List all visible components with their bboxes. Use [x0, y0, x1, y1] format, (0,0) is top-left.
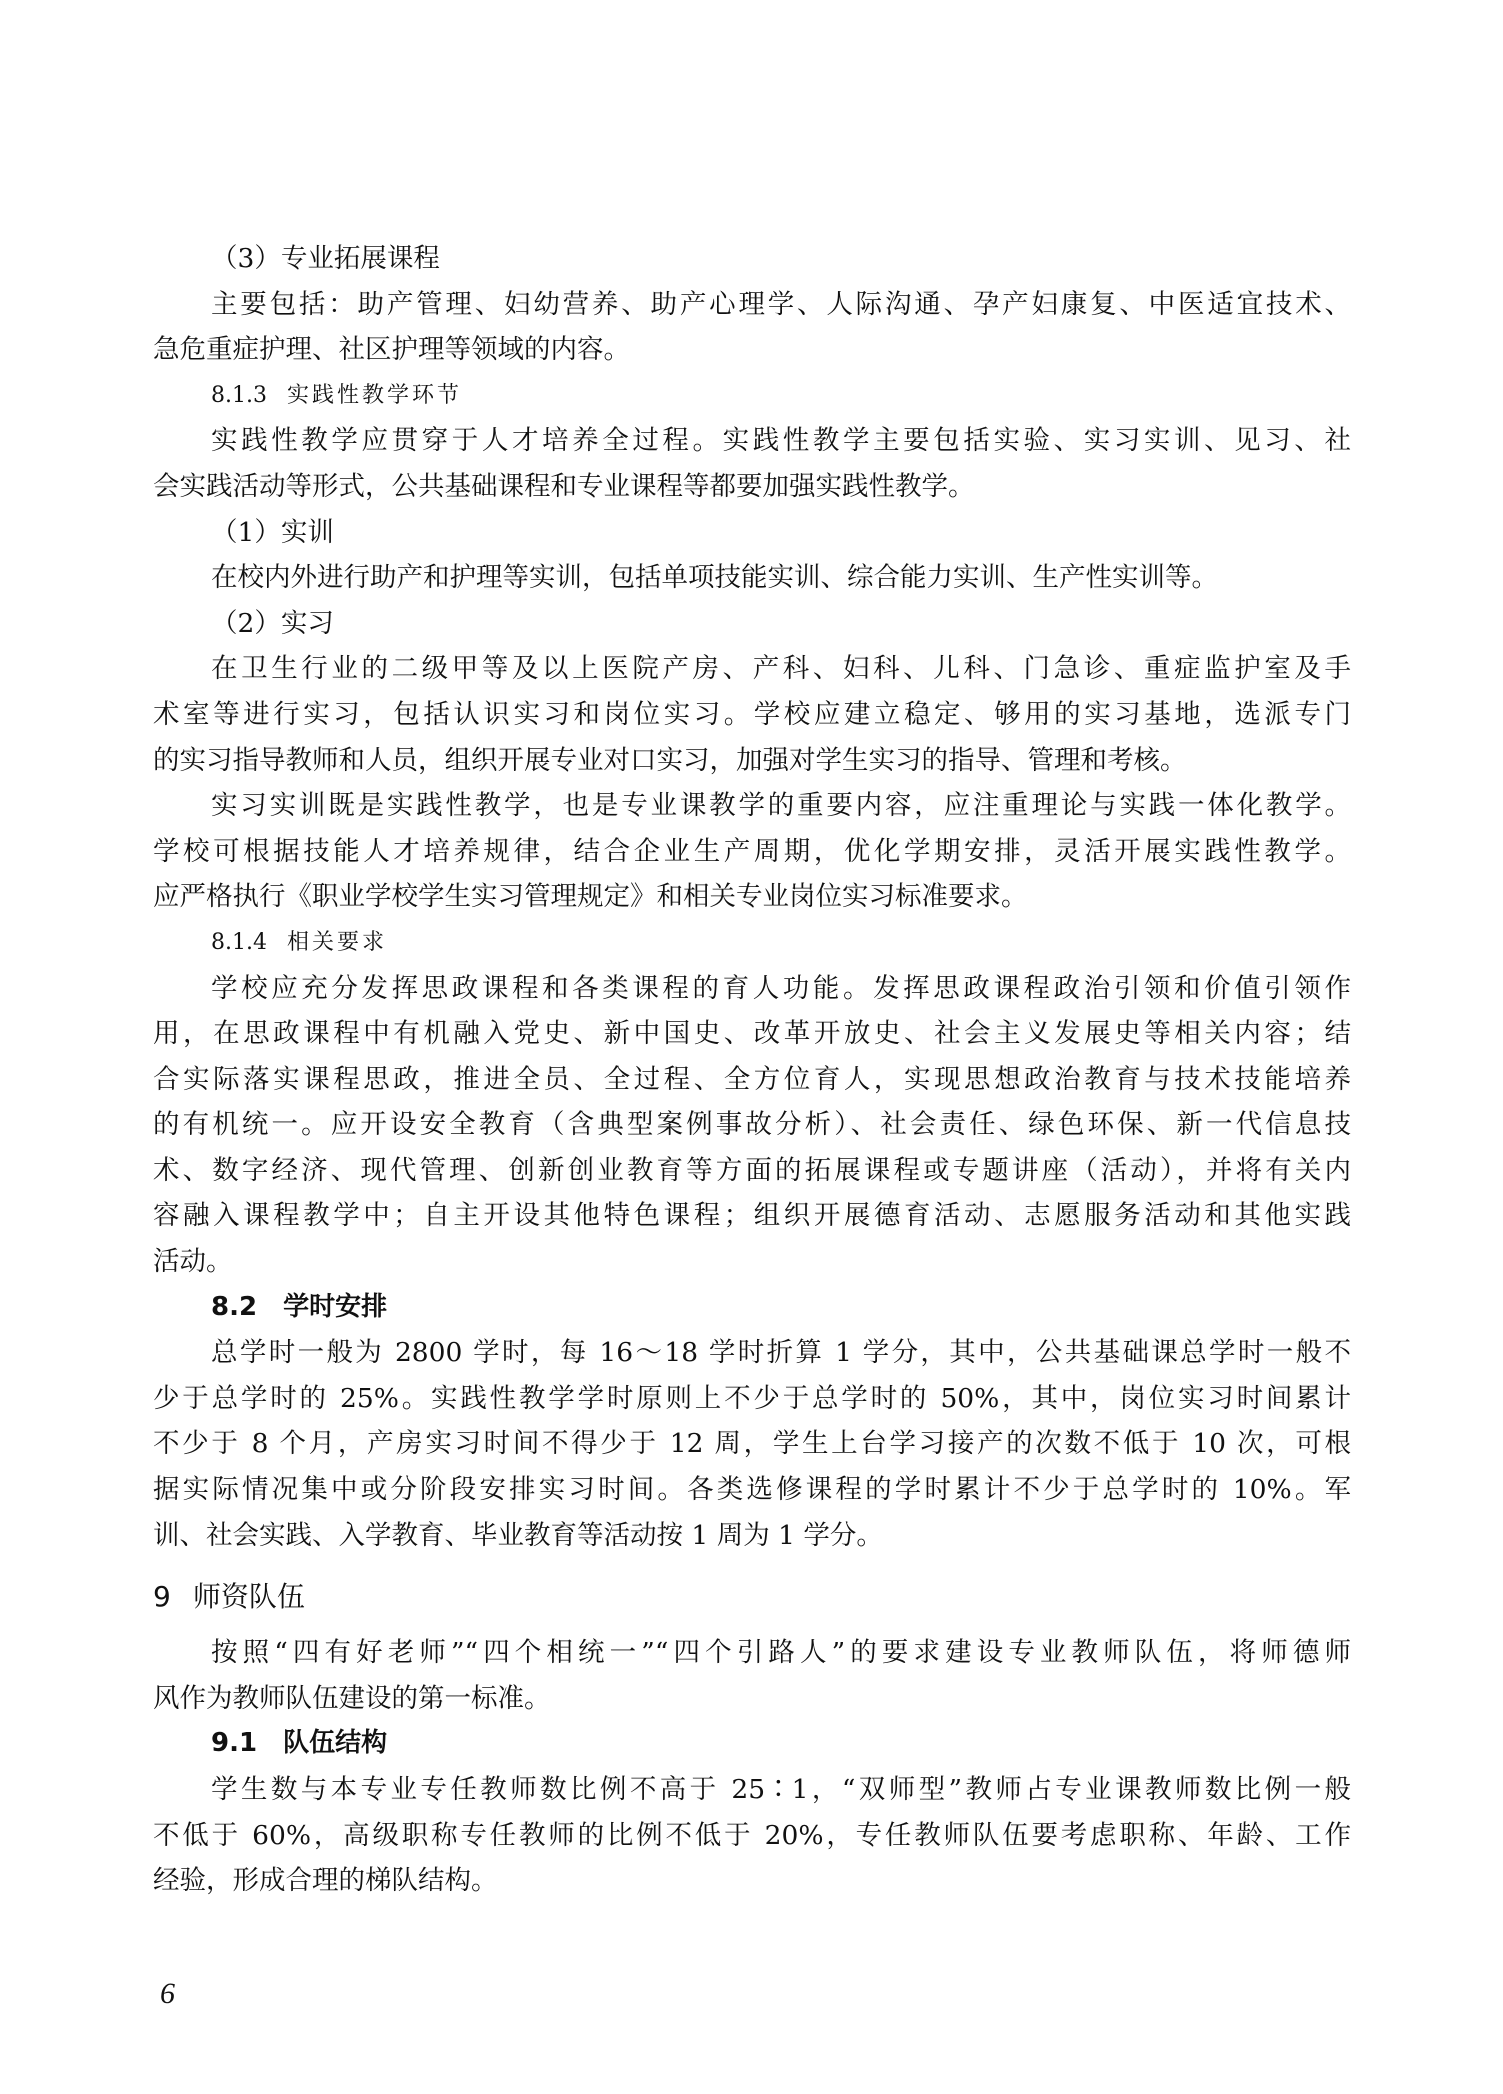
paragraph-line: 容融入课程教学中；自主开设其他特色课程；组织开展德育活动、志愿服务活动和其他实践	[153, 1200, 1351, 1232]
paragraph-line: 在校内外进行助产和护理等实训，包括单项技能实训、综合能力实训、生产性实训等。	[211, 562, 1218, 594]
paragraph-line: 活动。	[153, 1246, 233, 1278]
paragraph	[153, 418, 1351, 509]
paragraph-line: 合实际落实课程思政，推进全员、全过程、全方位育人，实现思想政治教育与技术技能培养	[153, 1063, 1351, 1095]
section-number: 9.1	[211, 1728, 258, 1759]
paragraph	[153, 1767, 1351, 1904]
paragraph-line: 会实践活动等形式，公共基础课程和专业课程等都要加强实践性教学。	[153, 470, 975, 502]
paragraph-line: 术室等进行实习，包括认识实习和岗位实习。学校应建立稳定、够用的实习基地，选派专门	[153, 698, 1351, 730]
subsection-title: 相关要求	[286, 929, 387, 955]
subsection-number: 8.1.3	[211, 382, 267, 408]
section-title: 学时安排	[283, 1291, 388, 1322]
paragraph-line: 实践性教学应贯穿于人才培养全过程。实践性教学主要包括实验、实习实训、见习、社	[211, 425, 1351, 457]
paragraph	[153, 966, 1351, 1285]
paragraph-line: 总学时一般为 2800 学时，每 16～18 学时折算 1 学分，其中，公共基础课总学时一般不	[211, 1337, 1351, 1369]
chapter-title: 师资队伍	[192, 1580, 305, 1614]
paragraph	[153, 282, 1351, 373]
paragraph-line: 训、社会实践、入学教育、毕业教育等活动按 1 周为 1 学分。	[153, 1519, 883, 1551]
subsection-heading	[153, 373, 1351, 419]
paragraph-line: 按照“四有好老师”“四个相统一”“四个引路人”的要求建设专业教师队伍，将师德师	[211, 1637, 1351, 1669]
paragraph-line: 术、数字经济、现代管理、创新创业教育等方面的拓展课程或专题讲座（活动），并将有关内	[153, 1154, 1351, 1186]
paragraph-line: 实习实训既是实践性教学，也是专业课教学的重要内容，应注重理论与实践一体化教学。	[211, 790, 1351, 822]
section-title: 队伍结构	[283, 1728, 388, 1759]
paragraph-line: 不少于 8 个月，产房实习时间不得少于 12 周，学生上台学习接产的次数不低于 10 次，可根	[153, 1428, 1351, 1460]
paragraph	[153, 646, 1351, 783]
paragraph-line: 用，在思政课程中有机融入党史、新中国史、改革开放史、社会主义发展史等相关内容；结	[153, 1018, 1351, 1050]
page-number: 6	[160, 1977, 175, 2010]
paragraph	[153, 1330, 1351, 1558]
paragraph-line: 学校可根据技能人才培养规律，结合企业生产周期，优化学期安排，灵活开展实践性教学。	[153, 835, 1351, 867]
paragraph-line: 的有机统一。应开设安全教育（含典型案例事故分析）、社会责任、绿色环保、新一代信息技	[153, 1109, 1351, 1141]
chapter-heading	[153, 1558, 1351, 1630]
paragraph-line: 风作为教师队伍建设的第一标准。	[153, 1682, 551, 1714]
paragraph-line: 急危重症护理、社区护理等领域的内容。	[153, 334, 630, 366]
section-number: 8.2	[211, 1291, 258, 1322]
list-heading: （1）实训	[211, 516, 334, 548]
paragraph-line: 应严格执行《职业学校学生实习管理规定》和相关专业岗位实习标准要求。	[153, 881, 1028, 913]
paragraph	[153, 555, 1351, 601]
subsection-title: 实践性教学环节	[286, 382, 462, 408]
chapter-number: 9	[153, 1580, 171, 1614]
paragraph-line: 主要包括：助产管理、妇幼营养、助产心理学、人际沟通、孕产妇康复、中医适宜技术、	[211, 288, 1351, 320]
paragraph-line: 少于总学时的 25%。实践性教学学时原则上不少于总学时的 50%，其中，岗位实习时间累计	[153, 1382, 1351, 1414]
paragraph-line: 不低于 60%，高级职称专任教师的比例不低于 20%，专任教师队伍要考虑职称、年龄、工作	[153, 1819, 1351, 1851]
section-heading	[153, 1285, 1351, 1331]
paragraph-line: 学校应充分发挥思政课程和各类课程的育人功能。发挥思政课程政治引领和价值引领作	[211, 972, 1351, 1004]
paragraph	[153, 1630, 1351, 1721]
paragraph-line: 学生数与本专业专任教师数比例不高于 25∶1，“双师型”教师占专业课教师数比例一般	[211, 1774, 1351, 1805]
paragraph-line: 据实际情况集中或分阶段安排实习时间。各类选修课程的学时累计不少于总学时的 10%。军	[153, 1474, 1351, 1506]
page-content	[153, 236, 1351, 1904]
subsection-heading	[153, 920, 1351, 966]
list-heading: （2）实习	[211, 607, 334, 639]
subsection-number: 8.1.4	[211, 929, 267, 955]
paragraph	[153, 783, 1351, 920]
paragraph-line: 经验，形成合理的梯队结构。	[153, 1865, 498, 1897]
section-heading	[153, 1721, 1351, 1767]
list-heading: （3）专业拓展课程	[211, 243, 440, 274]
paragraph-line: 的实习指导教师和人员，组织开展专业对口实习，加强对学生实习的指导、管理和考核。	[153, 744, 1187, 776]
paragraph-line: 在卫生行业的二级甲等及以上医院产房、产科、妇科、儿科、门急诊、重症监护室及手	[211, 653, 1351, 685]
